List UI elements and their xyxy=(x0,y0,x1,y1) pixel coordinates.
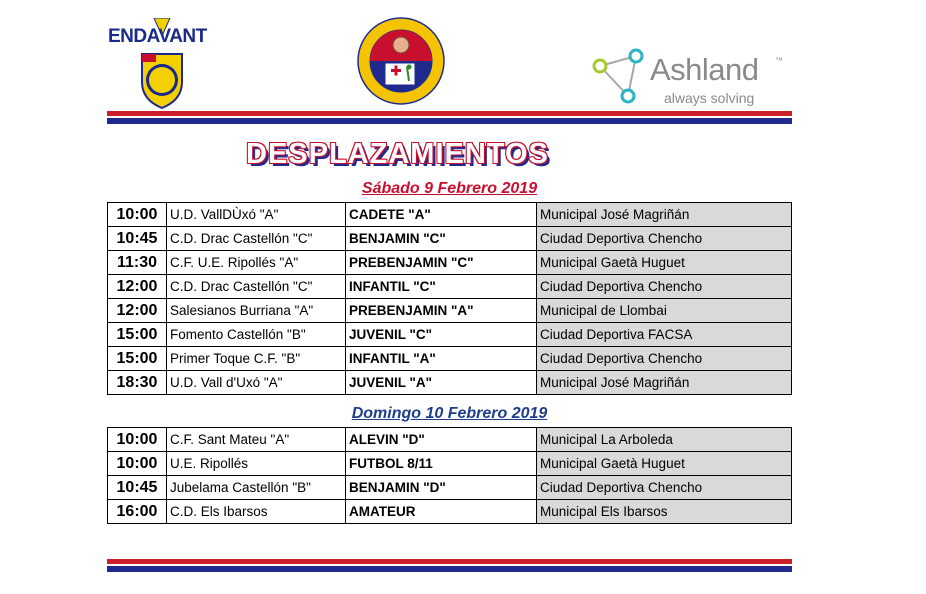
match-time: 10:00 xyxy=(108,428,167,452)
schedule-table-saturday xyxy=(107,202,792,395)
match-time: 12:00 xyxy=(108,275,167,299)
match-venue: Ciudad Deportiva Chencho xyxy=(537,476,792,500)
match-venue: Municipal La Arboleda xyxy=(537,428,792,452)
table-row xyxy=(108,251,792,275)
match-category: PREBENJAMIN "A" xyxy=(346,299,537,323)
match-time: 12:00 xyxy=(108,299,167,323)
table-row xyxy=(108,500,792,524)
match-category: BENJAMIN "C" xyxy=(346,227,537,251)
match-time: 15:00 xyxy=(108,347,167,371)
table-row xyxy=(108,203,792,227)
table-row xyxy=(108,452,792,476)
schedule-table-sunday xyxy=(107,427,792,524)
match-category: INFANTIL "A" xyxy=(346,347,537,371)
match-time: 15:00 xyxy=(108,323,167,347)
match-time: 10:00 xyxy=(108,203,167,227)
match-category: PREBENJAMIN "C" xyxy=(346,251,537,275)
match-time: 10:45 xyxy=(108,227,167,251)
ashland-wordmark: Ashland xyxy=(650,52,759,87)
match-venue: Municipal de Llombai xyxy=(537,299,792,323)
ashland-molecule-icon xyxy=(590,44,650,110)
match-category: JUVENIL "A" xyxy=(346,371,537,395)
match-venue: Ciudad Deportiva Chencho xyxy=(537,275,792,299)
table-row xyxy=(108,371,792,395)
benicarlo-crest-icon xyxy=(355,17,447,105)
page-title: DESPLAZAMIENTOS xyxy=(246,138,549,170)
ashland-tagline: always solving xyxy=(664,90,755,106)
match-category: CADETE "A" xyxy=(346,203,537,227)
match-category: JUVENIL "C" xyxy=(346,323,537,347)
match-venue: Municipal José Magriñán xyxy=(537,203,792,227)
endavant-villarreal-logo xyxy=(104,18,220,112)
header-divider-stripes xyxy=(107,111,792,124)
table-row xyxy=(108,323,792,347)
table-row xyxy=(108,476,792,500)
table-row xyxy=(108,347,792,371)
match-category: BENJAMIN "D" xyxy=(346,476,537,500)
match-time: 10:00 xyxy=(108,452,167,476)
match-rival: U.E. Ripollés xyxy=(167,452,346,476)
table-row xyxy=(108,299,792,323)
match-category: ALEVIN "D" xyxy=(346,428,537,452)
match-venue: Municipal Els Ibarsos xyxy=(537,500,792,524)
match-rival: Primer Toque C.F. "B" xyxy=(167,347,346,371)
table-row xyxy=(108,275,792,299)
match-category: AMATEUR xyxy=(346,500,537,524)
match-venue: Ciudad Deportiva FACSA xyxy=(537,323,792,347)
table-row xyxy=(108,227,792,251)
ashland-trademark: ™ xyxy=(775,56,783,65)
match-time: 11:30 xyxy=(108,251,167,275)
day-heading-sunday: Domingo 10 Febrero 2019 xyxy=(351,405,548,422)
match-venue: Municipal Gaetà Huguet xyxy=(537,452,792,476)
match-rival: C.F. U.E. Ripollés "A" xyxy=(167,251,346,275)
match-rival: Fomento Castellón "B" xyxy=(167,323,346,347)
table-row xyxy=(108,428,792,452)
match-rival: U.D. VallDÙxó "A" xyxy=(167,203,346,227)
match-rival: C.D. Els Ibarsos xyxy=(167,500,346,524)
match-rival: C.D. Drac Castellón "C" xyxy=(167,275,346,299)
match-time: 10:45 xyxy=(108,476,167,500)
match-venue: Municipal José Magriñán xyxy=(537,371,792,395)
match-time: 16:00 xyxy=(108,500,167,524)
ashland-logo xyxy=(590,44,790,110)
match-venue: Ciudad Deportiva Chencho xyxy=(537,227,792,251)
match-rival: Jubelama Castellón "B" xyxy=(167,476,346,500)
match-rival: U.D. Vall d'Uxó "A" xyxy=(167,371,346,395)
match-category: INFANTIL "C" xyxy=(346,275,537,299)
benicarlo-base-futbol-logo xyxy=(355,17,447,105)
match-venue: Municipal Gaetà Huguet xyxy=(537,251,792,275)
match-rival: C.D. Drac Castellón "C" xyxy=(167,227,346,251)
match-rival: C.F. Sant Mateu "A" xyxy=(167,428,346,452)
match-rival: Salesianos Burriana "A" xyxy=(167,299,346,323)
endavant-wordmark: ENDAVANT xyxy=(108,26,207,47)
match-venue: Ciudad Deportiva Chencho xyxy=(537,347,792,371)
footer-divider-stripes xyxy=(107,559,792,572)
day-heading-saturday: Sábado 9 Febrero 2019 xyxy=(361,180,538,197)
match-category: FUTBOL 8/11 xyxy=(346,452,537,476)
match-time: 18:30 xyxy=(108,371,167,395)
